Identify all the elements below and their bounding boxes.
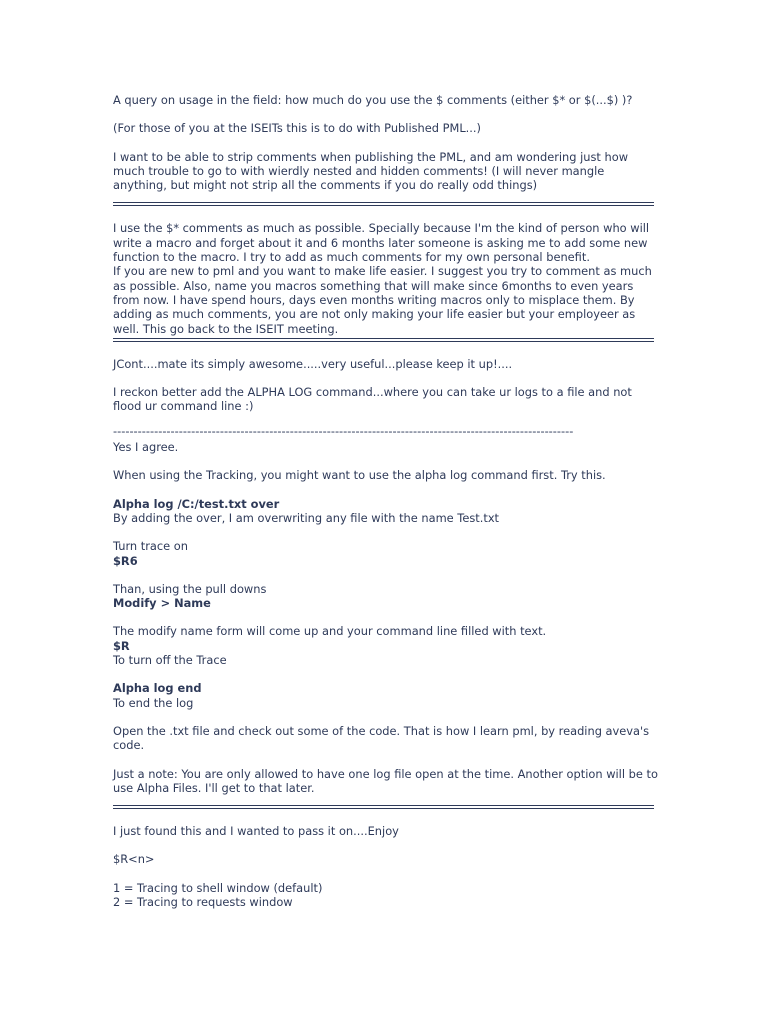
command-r: $R: [113, 638, 130, 653]
post-divider: [113, 338, 654, 342]
post-4-intro: I just found this and I wanted to pass it on....Enjoy: [113, 824, 399, 839]
command-description: By adding the over, I am overwriting any file with the name Test.txt: [113, 510, 500, 525]
post-1-iseit-note: (For those of you at the ISEITs this is to do with Published PML...): [113, 121, 481, 136]
instruction-trace-off: To turn off the Trace: [113, 653, 227, 668]
command-alpha-log-over: Alpha log /C:/test.txt over: [113, 496, 280, 511]
instruction-pulldowns: Than, using the pull downs: [113, 581, 267, 596]
post-2-para-2: If you are new to pml and you want to make life easier. I suggest you try to comment as much as possible. Also, name you macros something that will make since 6months to even years from now. I have spend hours, days even months writing macros only to misplace them. By adding as much comments, you are not only making your life easier but your employeer as well. This go back to the ISEIT meeting.: [113, 264, 652, 336]
post-4: [113, 824, 658, 909]
post-3-praise: JCont....mate its simply awesome.....very useful...please keep it up!....: [113, 356, 513, 371]
post-1-query: A query on usage in the field: how much do you use the $ comments (either $* or $(...$) )?: [113, 93, 633, 107]
post-2: [113, 221, 658, 335]
post-3-suggestion: I reckon better add the ALPHA LOG command...where you can take ur logs to a file and not flood ur command line :): [113, 385, 632, 414]
post-divider: [113, 202, 654, 206]
instruction-trace-on: Turn trace on: [113, 539, 188, 554]
forum-thread: [113, 93, 658, 923]
post-divider: [113, 805, 654, 809]
instruction-modify-form: The modify name form will come up and your command line filled with text.: [113, 624, 547, 639]
command-modify-name: Modify > Name: [113, 596, 211, 611]
post-3-note: Just a note: You are only allowed to have one log file open at the time. Another option will be to use Alpha Files. I'll get to that later.: [113, 766, 658, 795]
command-r6: $R6: [113, 553, 138, 568]
list-item: 1 = Tracing to shell window (default): [113, 880, 323, 895]
post-1-body: I want to be able to strip comments when publishing the PML, and am wondering just how much trouble to go to with wierdly nested and hidden comments! (I will never mangle anything, but might not strip all the comments if you do really odd things): [113, 149, 629, 193]
post-3-tracking-tip: When using the Tracking, you might want to use the alpha log command first. Try this.: [113, 468, 606, 483]
dashed-separator: ----------------------------------------------------------------------------------------------------------------: [113, 423, 574, 438]
post-3: [113, 357, 658, 795]
post-1: [113, 93, 658, 192]
post-3-agree: Yes I agree.: [113, 440, 179, 455]
instruction-end-log: To end the log: [113, 695, 194, 710]
command-alpha-log-end: Alpha log end: [113, 681, 202, 696]
list-item: 2 = Tracing to requests window: [113, 894, 293, 909]
post-4-syntax: $R<n>: [113, 852, 155, 867]
post-3-open-file: Open the .txt file and check out some of the code. That is how I learn pml, by reading aveva's code.: [113, 723, 650, 753]
post-2-para-1: I use the $* comments as much as possible. Specially because I'm the kind of person who will write a macro and forget about it and 6 months later someone is asking me to add some new function to the macro. I try to add as much comments for my own personal benefit.: [113, 221, 650, 265]
